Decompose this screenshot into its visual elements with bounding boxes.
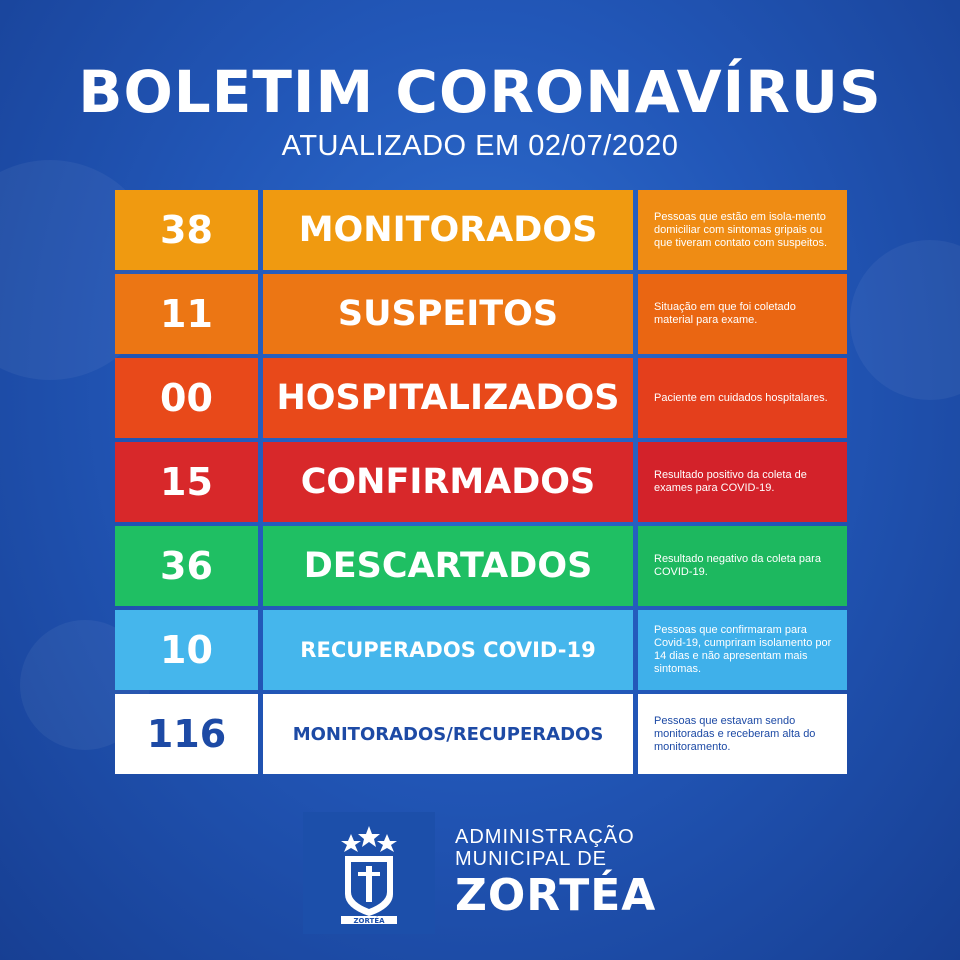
- status-table: [115, 190, 847, 776]
- category-description: Paciente em cuidados hospitalares.: [638, 358, 847, 438]
- footer-line-1: ADMINISTRAÇÃO: [455, 826, 635, 848]
- count-cell: 38: [115, 190, 258, 270]
- table-row: [115, 190, 847, 270]
- table-row: [115, 274, 847, 354]
- category-label: HOSPITALIZADOS: [263, 358, 633, 438]
- category-description: Pessoas que estavam sendo monitoradas e receberam alta do monitoramento.: [638, 694, 847, 774]
- table-row: [115, 694, 847, 774]
- municipal-coat-of-arms-icon: [303, 812, 435, 934]
- category-label: RECUPERADOS COVID-19: [263, 610, 633, 690]
- category-label: MONITORADOS: [263, 190, 633, 270]
- footer-branding: [455, 826, 656, 920]
- table-row: [115, 442, 847, 522]
- table-row: [115, 526, 847, 606]
- category-label: DESCARTADOS: [263, 526, 633, 606]
- category-description: Pessoas que confirmaram para Covid-19, cumpriram isolamento por 14 dias e não apresentam mais sintomas.: [638, 610, 847, 690]
- category-label: CONFIRMADOS: [263, 442, 633, 522]
- count-cell: 36: [115, 526, 258, 606]
- background-decoration: [850, 240, 960, 400]
- count-cell: 00: [115, 358, 258, 438]
- logo-text: ZORTÉA: [353, 917, 385, 925]
- category-description: Situação em que foi coletado material para exame.: [638, 274, 847, 354]
- footer-municipality: ZORTÉA: [455, 870, 657, 921]
- footer-line-2: MUNICIPAL DE: [455, 848, 608, 870]
- table-row: [115, 358, 847, 438]
- category-description: Pessoas que estão em isola-mento domiciliar com sintomas gripais ou que tiveram contato com suspeitos.: [638, 190, 847, 270]
- page-title: BOLETIM CORONAVÍRUS: [78, 58, 882, 126]
- count-cell: 10: [115, 610, 258, 690]
- table-row: [115, 610, 847, 690]
- category-label: MONITORADOS/RECUPERADOS: [263, 694, 633, 774]
- update-date: ATUALIZADO EM 02/07/2020: [281, 130, 679, 162]
- count-cell: 11: [115, 274, 258, 354]
- count-cell: 116: [115, 694, 258, 774]
- category-description: Resultado negativo da coleta para COVID-19.: [638, 526, 847, 606]
- count-cell: 15: [115, 442, 258, 522]
- category-label: SUSPEITOS: [263, 274, 633, 354]
- category-description: Resultado positivo da coleta de exames para COVID-19.: [638, 442, 847, 522]
